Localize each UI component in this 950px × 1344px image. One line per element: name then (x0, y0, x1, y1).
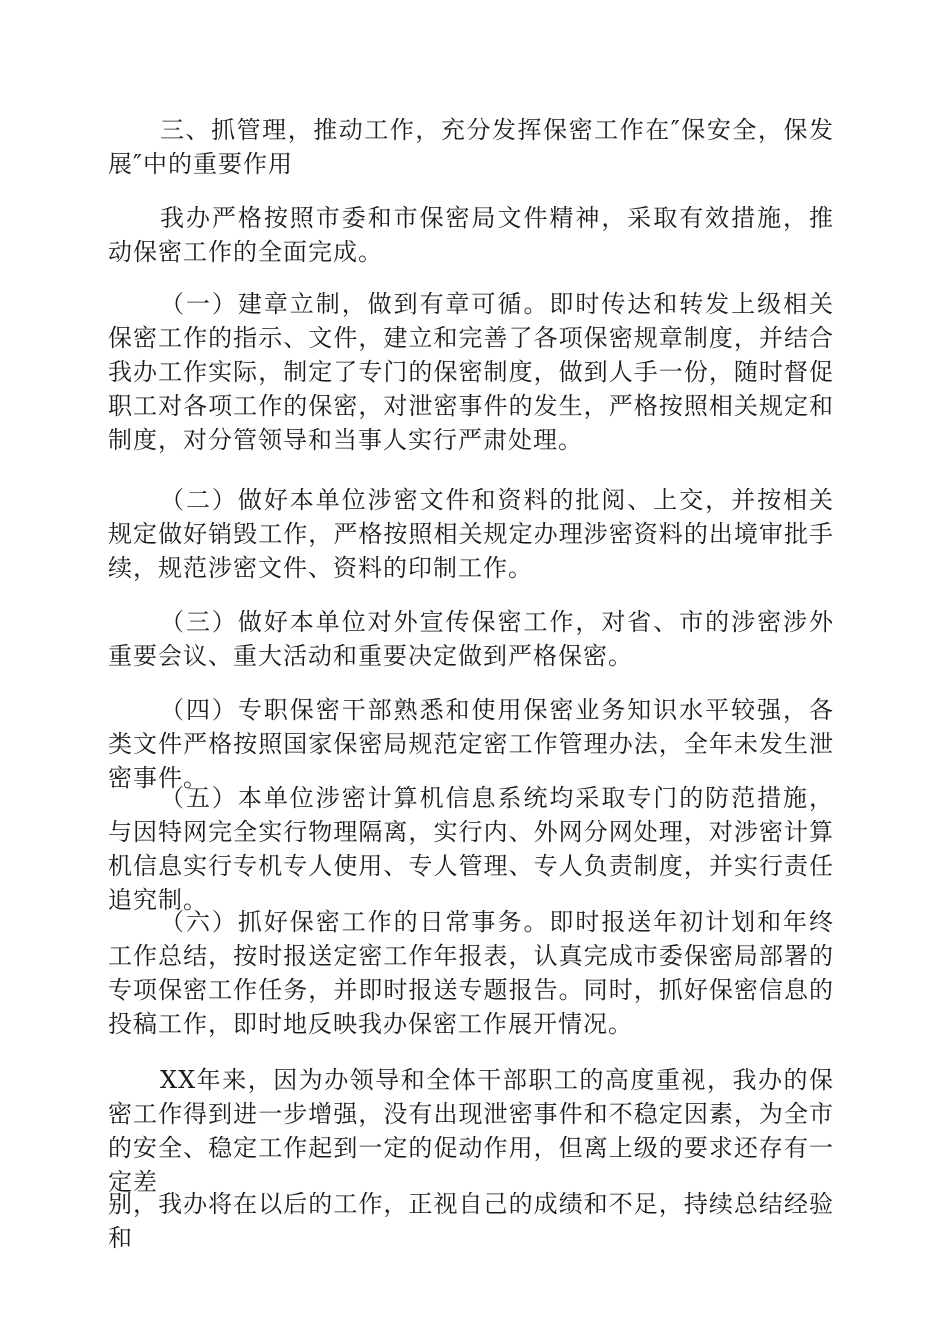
body-paragraph: （四）专职保密干部熟悉和使用保密业务知识水平较强，各类文件严格按照国家保密局规范定密工作管理办法，全年未发生泄密事件。 (108, 696, 834, 792)
body-paragraph-continuation: 别，我办将在以后的工作，正视自己的成绩和不足，持续总结经验和 (108, 1190, 834, 1252)
body-paragraph: （六）抓好保密工作的日常事务。即时报送年初计划和年终工作总结，按时报送定密工作年报表，认真完成市委保密局部署的专项保密工作任务，并即时报送专题报告。同时，抓好保密信息的投稿工作，即时地反映我办保密工作展开情况。 (108, 908, 834, 1038)
body-paragraph: （一）建章立制，做到有章可循。即时传达和转发上级相关保密工作的指示、文件，建立和完善了各项保密规章制度，并结合我办工作实际，制定了专门的保密制度，做到人手一份，随时督促职工对各项工作的保密，对泄密事件的发生，严格按照相关规定和制度，对分管领导和当事人实行严肃处理。 (108, 290, 834, 454)
body-paragraph: （二）做好本单位涉密文件和资料的批阅、上交，并按相关规定做好销毁工作，严格按照相关规定办理涉密资料的出境审批手续，规范涉密文件、资料的印制工作。 (108, 486, 834, 582)
body-paragraph: 我办严格按照市委和市保密局文件精神，采取有效措施，推动保密工作的全面完成。 (108, 204, 834, 266)
section-heading: 三、抓管理，推动工作，充分发挥保密工作在″保安全，保发展″中的重要作用 (108, 116, 834, 178)
body-paragraph: （五）本单位涉密计算机信息系统均采取专门的防范措施，与因特网完全实行物理隔离，实行内、外网分网处理，对涉密计算机信息实行专机专人使用、专人管理、专人负责制度，并实行责任追究制。 (108, 784, 834, 914)
body-paragraph: XX年来，因为办领导和全体干部职工的高度重视，我办的保密工作得到进一步增强，没有出现泄密事件和不稳定因素，为全市的安全、稳定工作起到一定的促动作用，但离上级的要求还存有一定差 (108, 1066, 834, 1196)
body-paragraph: （三）做好本单位对外宣传保密工作，对省、市的涉密涉外重要会议、重大活动和重要决定做到严格保密。 (108, 608, 834, 670)
